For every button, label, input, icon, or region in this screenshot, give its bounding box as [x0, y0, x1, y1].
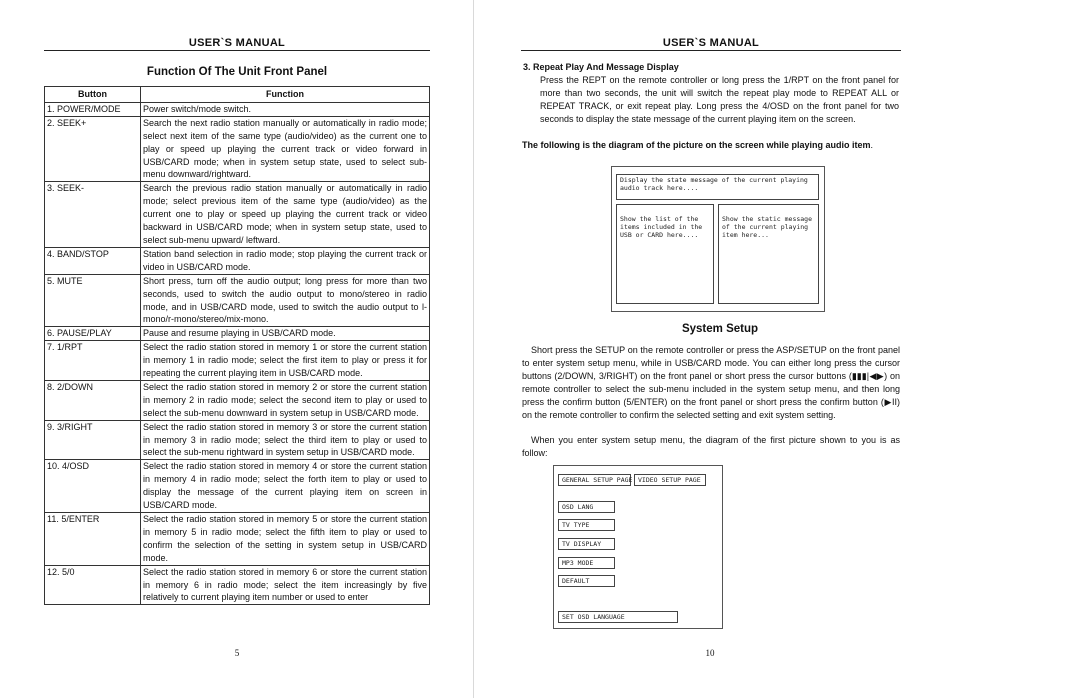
menu-item-mp3-mode[interactable]: MP3 MODE	[558, 557, 615, 569]
function-cell: Select the radio station stored in memory 2 or store the current station in memory 2 in radio mode; select the second item to play or used to select the sub-menu downward in system setup in USB/CARD mode.	[141, 380, 430, 420]
button-cell: 9. 3/RIGHT	[45, 420, 141, 460]
playing-screen-diagram	[611, 166, 825, 312]
function-cell: Search the previous radio station manually or automatically in radio mode; select previous item of the same type (audio/video) as the current one to play or speed up playing the current track or video backward in USB/CARD mode; when in system setup state, used to select sub-menu upward/ leftward.	[141, 182, 430, 248]
header-rule	[44, 50, 430, 51]
function-cell: Select the radio station stored in memory 4 or store the current station in memory 4 in radio mode; select the forth item to play or used to display the message of the current playing item on screen in USB/CARD mode.	[141, 460, 430, 513]
column-header-function: Function	[141, 87, 430, 103]
setup-paragraph-2: When you enter system setup menu, the diagram of the first picture shown to you is as follow:	[522, 435, 900, 458]
function-cell: Select the radio station stored in memory 1 or store the current station in memory 1 in radio mode; select the first item to play or press it for repeating the current playing item in USB/CARD mode.	[141, 341, 430, 381]
status-bar: SET OSD LANGUAGE	[558, 611, 678, 623]
table-row	[45, 247, 430, 274]
item-list-box: Show the list of the items included in the USB or CARD here....	[616, 204, 714, 304]
page-header: USER`S MANUAL	[188, 37, 286, 49]
button-cell: 12. 5/0	[45, 565, 141, 605]
function-cell: Select the radio station stored in memory 6 or store the current station in memory 6 in radio mode; select the item increasingly by five relatively to current playing item number or used to enter	[141, 565, 430, 605]
table-row	[45, 341, 430, 381]
page-number: 10	[705, 648, 715, 658]
button-cell: 5. MUTE	[45, 274, 141, 327]
function-cell: Select the radio station stored in memory 3 or store the current station in memory 3 in radio mode; select the third item to play or used to select the sub-menu rightward in system setup in USB/CARD mode.	[141, 420, 430, 460]
function-table	[44, 86, 430, 605]
table-row	[45, 420, 430, 460]
button-cell: 4. BAND/STOP	[45, 247, 141, 274]
function-cell: Power switch/mode switch.	[141, 102, 430, 116]
button-cell: 11. 5/ENTER	[45, 513, 141, 566]
button-cell: 1. POWER/MODE	[45, 102, 141, 116]
function-cell: Station band selection in radio mode; stop playing the current track or video in USB/CARD mode.	[141, 247, 430, 274]
diagram-intro	[522, 139, 900, 152]
setup-menu-diagram	[553, 465, 723, 629]
static-message-box: Show the static message of the current playing item here...	[718, 204, 819, 304]
table-header-row	[45, 87, 430, 103]
button-cell: 8. 2/DOWN	[45, 380, 141, 420]
menu-item-tv-display[interactable]: TV DISPLAY	[558, 538, 615, 550]
state-message-box: Display the state message of the current playing audio track here....	[616, 174, 819, 200]
table-row	[45, 182, 430, 248]
section-title: Function Of The Unit Front Panel	[146, 66, 328, 78]
diagram-intro-bold: The following is the diagram of the picture on the screen while playing audio item	[522, 140, 871, 150]
table-row	[45, 274, 430, 327]
menu-item-osd-lang[interactable]: OSD LANG	[558, 501, 615, 513]
function-cell: Pause and resume playing in USB/CARD mode.	[141, 327, 430, 341]
tab-video-setup[interactable]: VIDEO SETUP PAGE	[634, 474, 706, 486]
system-setup-title: System Setup	[681, 323, 759, 335]
column-header-button: Button	[45, 87, 141, 103]
table-row	[45, 116, 430, 182]
menu-item-default[interactable]: DEFAULT	[558, 575, 615, 587]
menu-item-tv-type[interactable]: TV TYPE	[558, 519, 615, 531]
setup-paragraph: Short press the SETUP on the remote controller or press the ASP/SETUP on the front panel to enter system setup menu, while in USB/CARD mode. You can either long press the cursor buttons (2/DOWN, 3/RIGHT) on the front panel or short press the cursor buttons (▮▮▮|◀▶) on remote controller to select the sub-menu included in the system setup menu, and then long press the confirm button (5/ENTER) on the front panel or short press the confirm button (▶II) on the remote controller to confirm the selected setting and exit system setting.	[522, 345, 900, 420]
button-cell: 7. 1/RPT	[45, 341, 141, 381]
function-cell: Select the radio station stored in memory 5 or store the current station in memory 5 in radio mode; select the fifth item to play or used to confirm the selection of the setting in system setup in USB/CARD mode.	[141, 513, 430, 566]
right-page	[522, 0, 1080, 698]
button-cell: 3. SEEK-	[45, 182, 141, 248]
button-cell: 2. SEEK+	[45, 116, 141, 182]
page-header: USER`S MANUAL	[662, 37, 760, 49]
page-number: 5	[234, 648, 240, 658]
table-row	[45, 565, 430, 605]
button-cell: 6. PAUSE/PLAY	[45, 327, 141, 341]
section-heading: 3. Repeat Play And Message Display	[523, 62, 679, 72]
table-row	[45, 460, 430, 513]
tab-general-setup[interactable]: GENERAL SETUP PAGE	[558, 474, 631, 486]
table-row	[45, 327, 430, 341]
header-rule	[521, 50, 901, 51]
function-cell: Short press, turn off the audio output; long press for more than two seconds, used to switch the audio output to mono/stereo in radio mode, and in USB/CARD mode, used to switch the audio output to l-mono/r-mono/stereo/mix-mono.	[141, 274, 430, 327]
table-row	[45, 513, 430, 566]
diagram-intro-end: .	[870, 140, 874, 150]
function-cell: Search the next radio station manually or automatically in radio mode; select next item of the same type (audio/video) as the current one to play or speed up playing the current track or video forward in USB/CARD mode; when in system setup state, used to select sub-menu downward/rightward.	[141, 116, 430, 182]
section-paragraph: Press the REPT on the remote controller or long press the 1/RPT on the front panel for more than two seconds, the unit will switch the repeat play mode to REPEAT ALL or REPEAT TRACK, or exit repeat play. Long press the 4/OSD on the front panel for two seconds to display the state message of the current playing item on the screen.	[540, 75, 899, 124]
button-cell: 10. 4/OSD	[45, 460, 141, 513]
table-row	[45, 102, 430, 116]
table-row	[45, 380, 430, 420]
